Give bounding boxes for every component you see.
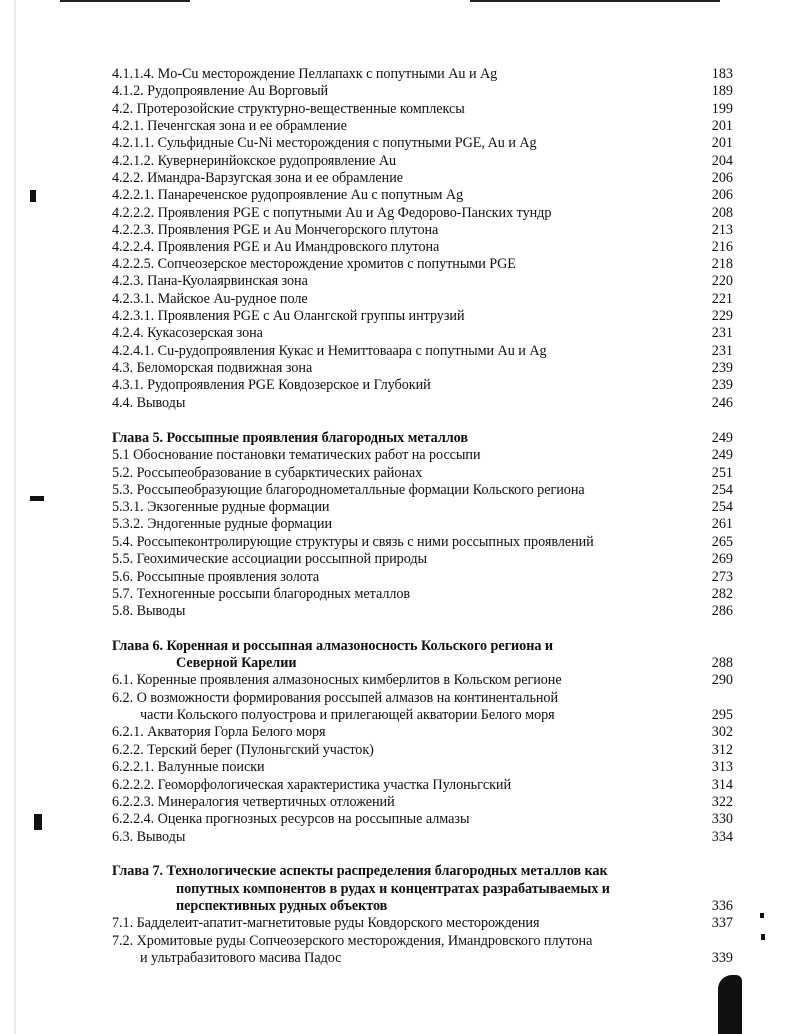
- toc-entry-page: 218: [711, 256, 733, 272]
- toc-entry: [0, 794, 799, 811]
- toc-entry: [0, 273, 799, 290]
- toc-entry-page: 199: [711, 101, 733, 117]
- toc-entry: [0, 135, 799, 152]
- chapter-title: Глава 6. Коренная и россыпная алмазоносность Кольского региона и: [112, 638, 553, 654]
- toc-entry-title: 5.4. Россыпеконтролирующие структуры и связь с ними россыпных проявлений: [112, 534, 594, 550]
- toc-entry-page: 313: [711, 759, 733, 775]
- toc-entry: [0, 933, 799, 950]
- toc-entry-page: 221: [711, 291, 733, 307]
- toc-entry-page: 204: [711, 153, 733, 169]
- chapter-title-continuation: попутных компонентов в рудах и концентратах разрабатываемых и: [176, 881, 610, 897]
- toc-entry-page: 336: [711, 898, 733, 914]
- toc-entry-title: 4.3.1. Рудопроявления PGE Ковдозерское и Глубокий: [112, 377, 431, 393]
- toc-entry-title: 6.2.2.1. Валунные поиски: [112, 759, 265, 775]
- toc-entry-page: 251: [711, 465, 733, 481]
- toc-entry: [0, 360, 799, 377]
- toc-entry-title: 4.2.2.1. Панареченское рудопроявление Au с попутным Ag: [112, 187, 464, 203]
- toc-entry-page: 312: [711, 742, 733, 758]
- toc-entry: [0, 915, 799, 932]
- toc-entry-page: 206: [711, 170, 733, 186]
- toc-entry: [0, 482, 799, 499]
- toc-entry-title: 5.6. Россыпные проявления золота: [112, 569, 320, 585]
- toc-entry-page: 334: [711, 829, 733, 845]
- toc-entry-title: 4.1.2. Рудопроявление Au Ворговый: [112, 83, 329, 99]
- toc-entry-title: 5.3.2. Эндогенные рудные формации: [112, 516, 332, 532]
- toc-entry-title: 6.2.2.3. Минералогия четвертичных отложений: [112, 794, 395, 810]
- toc-entry-page: 302: [711, 724, 733, 740]
- toc-entry: [0, 239, 799, 256]
- toc-entry: [0, 690, 799, 707]
- toc-entry: [0, 742, 799, 759]
- toc-entry-page: 239: [711, 377, 733, 393]
- toc-entry-title: 5.7. Техногенные россыпи благородных металлов: [112, 586, 411, 602]
- chapter-heading-continuation: [0, 655, 799, 672]
- toc-entry: [0, 222, 799, 239]
- toc-entry: [0, 569, 799, 586]
- chapter-heading-continuation: [0, 881, 799, 898]
- toc-entry-page: 183: [711, 66, 733, 82]
- toc-entry-page: 249: [711, 430, 733, 446]
- toc-entry-page: 290: [711, 672, 733, 688]
- toc-entry-title: 4.4. Выводы: [112, 395, 186, 411]
- toc-entry-page: 265: [711, 534, 733, 550]
- toc-entry-title: 4.2.3. Пана-Куолаярвинская зона: [112, 273, 308, 289]
- toc-entry: [0, 205, 799, 222]
- toc-entry-title: 5.8. Выводы: [112, 603, 186, 619]
- toc-entry: [0, 499, 799, 516]
- toc-entry: [0, 672, 799, 689]
- toc-entry-title: 4.2.1.2. Кувернеринйокское рудопроявление Au: [112, 153, 397, 169]
- toc-entry-title: 4.2.2.2. Проявления PGE с попутными Au и Ag Федорово-Панских тундр: [112, 205, 552, 221]
- toc-entry-title: 6.2.2.2. Геоморфологическая характеристика участка Пулоньгский: [112, 777, 512, 793]
- toc-entry-page: 231: [711, 325, 733, 341]
- toc-entry-title: 6.3. Выводы: [112, 829, 186, 845]
- toc-entry-title: 6.2.2. Терский берег (Пулоньгский участок): [112, 742, 374, 758]
- toc-entry-title: 4.3. Беломорская подвижная зона: [112, 360, 313, 376]
- toc-entry-page: 339: [711, 950, 733, 966]
- toc-entry-title: 4.2. Протерозойские структурно-вещественные комплексы: [112, 101, 465, 117]
- toc-entry-title: 4.2.2.3. Проявления PGE и Au Мончегорского плутона: [112, 222, 439, 238]
- toc-entry-title: 4.2.1. Печенгская зона и ее обрамление: [112, 118, 347, 134]
- toc-entry-page: 206: [711, 187, 733, 203]
- toc-entry-page: 229: [711, 308, 733, 324]
- toc-entry-title: 4.2.3.1. Проявления PGE с Au Олангской группы интрузий: [112, 308, 465, 324]
- toc-entry: [0, 66, 799, 83]
- toc-entry-page: 220: [711, 273, 733, 289]
- toc-entry-page: 201: [711, 135, 733, 151]
- toc-entry: [0, 447, 799, 464]
- toc-entry-page: 273: [711, 569, 733, 585]
- toc-entry-page: 337: [711, 915, 733, 931]
- toc-entry-title: 4.2.4.1. Cu-рудопроявления Кукас и Немиттоваара с попутными Au и Ag: [112, 343, 547, 359]
- toc-entry-title: 5.3. Россыпеобразующие благороднометалльные формации Кольского региона: [112, 482, 585, 498]
- toc-entry-page: 231: [711, 343, 733, 359]
- chapter-heading-continuation: [0, 898, 799, 915]
- toc-entry: [0, 308, 799, 325]
- toc-entry-page: 254: [711, 482, 733, 498]
- chapter-title: Глава 5. Россыпные проявления благородных металлов: [112, 430, 468, 446]
- chapter-heading: [0, 638, 799, 655]
- toc-entry-page: 239: [711, 360, 733, 376]
- chapter-heading: [0, 430, 799, 447]
- toc-entry: [0, 101, 799, 118]
- toc-entry-title: 4.2.2.5. Сопчеозерское месторождение хромитов с попутными PGE: [112, 256, 516, 272]
- toc-entry-page: 282: [711, 586, 733, 602]
- toc-entry: [0, 377, 799, 394]
- toc-entry: [0, 759, 799, 776]
- toc-entry-title-continuation: и ультрабазитового масива Падос: [140, 950, 342, 966]
- toc-entry-title: 4.2.3.1. Майское Au-рудное поле: [112, 291, 308, 307]
- toc-entry-page: 249: [711, 447, 733, 463]
- toc-entry-page: 254: [711, 499, 733, 515]
- toc-entry: [0, 256, 799, 273]
- toc-entry-title: 6.2. О возможности формирования россыпей алмазов на континентальной: [112, 690, 558, 706]
- toc-entry-page: 213: [711, 222, 733, 238]
- toc-entry-title: 4.2.2. Имандра-Варзугская зона и ее обрамление: [112, 170, 403, 186]
- toc-entry-title: 4.2.4. Кукасозерская зона: [112, 325, 263, 341]
- toc-entry: [0, 343, 799, 360]
- toc-entry-page: 295: [711, 707, 733, 723]
- toc-entry-title-continuation: части Кольского полуострова и прилегающей акватории Белого моря: [140, 707, 555, 723]
- toc-entry-page: 288: [711, 655, 733, 671]
- toc-entry: [0, 153, 799, 170]
- toc-entry: [0, 516, 799, 533]
- toc-entry-title: 4.2.1.1. Сульфидные Cu-Ni месторождения с попутными PGE, Au и Ag: [112, 135, 537, 151]
- toc-entry: [0, 724, 799, 741]
- toc-entry-title: 7.1. Бадделеит-апатит-магнетитовые руды Ковдорского месторождения: [112, 915, 540, 931]
- toc-entry: [0, 325, 799, 342]
- chapter-heading: [0, 863, 799, 880]
- toc-entry: [0, 465, 799, 482]
- toc-entry-continuation: [0, 950, 799, 967]
- toc-entry-page: 261: [711, 516, 733, 532]
- toc-entry-title: 6.1. Коренные проявления алмазоносных кимберлитов в Кольском регионе: [112, 672, 562, 688]
- toc-entry-title: 7.2. Хромитовые руды Сопчеозерского месторождения, Имандровского плутона: [112, 933, 593, 949]
- toc-entry-title: 6.2.1. Акватория Горла Белого моря: [112, 724, 326, 740]
- toc-entry-title: 4.2.2.4. Проявления PGE и Au Имандровского плутона: [112, 239, 440, 255]
- chapter-title: Глава 7. Технологические аспекты распределения благородных металлов как: [112, 863, 608, 879]
- toc-entry-page: 322: [711, 794, 733, 810]
- toc-entry-title: 4.1.1.4. Mo-Cu месторождение Пеллапахк с попутными Au и Ag: [112, 66, 498, 82]
- toc-entry: [0, 83, 799, 100]
- toc-entry: [0, 187, 799, 204]
- toc-entry-title: 5.2. Россыпеобразование в субарктических районах: [112, 465, 423, 481]
- toc-entry: [0, 534, 799, 551]
- toc-entry-page: 216: [711, 239, 733, 255]
- toc-entry-page: 314: [711, 777, 733, 793]
- chapter-title-continuation: перспективных рудных объектов: [176, 898, 388, 914]
- toc-entry-page: 246: [711, 395, 733, 411]
- toc-entry-title: 5.3.1. Экзогенные рудные формации: [112, 499, 330, 515]
- toc-entry-title: 5.5. Геохимические ассоциации россыпной природы: [112, 551, 427, 567]
- toc-entry-page: 201: [711, 118, 733, 134]
- toc-entry-page: 286: [711, 603, 733, 619]
- toc-entry: [0, 551, 799, 568]
- toc-entry-title: 5.1 Обоснование постановки тематических работ на россыпи: [112, 447, 481, 463]
- toc-entry: [0, 586, 799, 603]
- toc-entry-continuation: [0, 707, 799, 724]
- toc-entry-title: 6.2.2.4. Оценка прогнозных ресурсов на россыпные алмазы: [112, 811, 470, 827]
- toc-entry: [0, 829, 799, 846]
- toc-entry-page: 189: [711, 83, 733, 99]
- toc-entry-page: 330: [711, 811, 733, 827]
- toc-entry: [0, 170, 799, 187]
- toc-entry: [0, 118, 799, 135]
- toc-entry-page: 269: [711, 551, 733, 567]
- toc-entry: [0, 291, 799, 308]
- toc-entry: [0, 603, 799, 620]
- toc-entry: [0, 395, 799, 412]
- toc-entry-page: 208: [711, 205, 733, 221]
- chapter-title-continuation: Северной Карелии: [176, 655, 297, 671]
- toc-entry: [0, 777, 799, 794]
- toc-entry: [0, 811, 799, 828]
